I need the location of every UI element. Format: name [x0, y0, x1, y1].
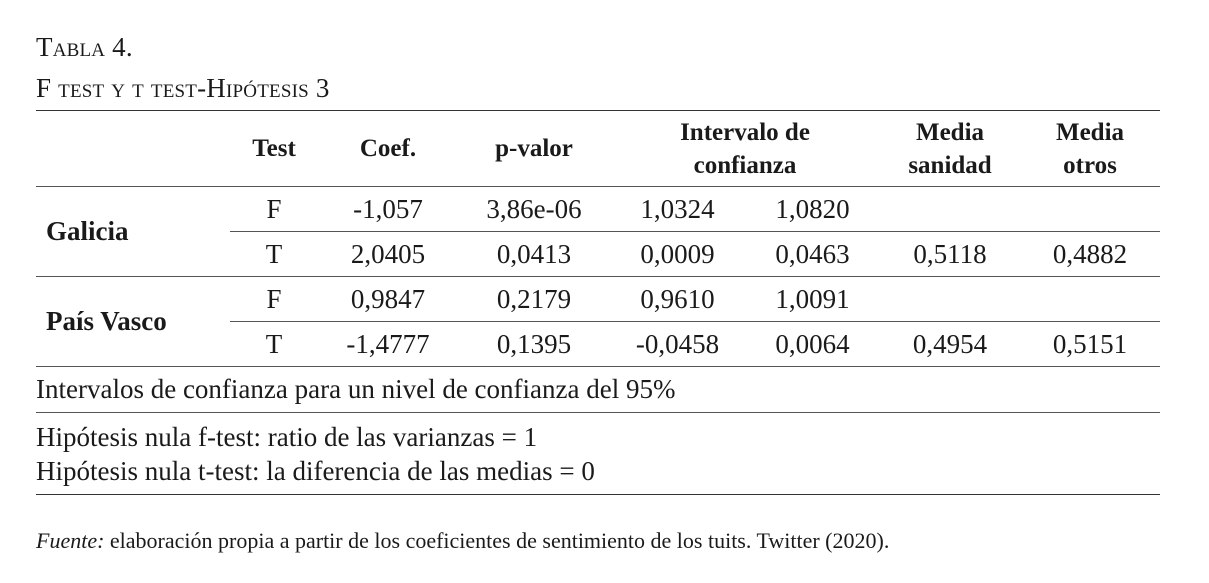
header-media-otros-line1: Media	[1055, 118, 1125, 146]
cell-ci-high: 0,0463	[775, 238, 850, 269]
header-test: Test	[252, 135, 296, 162]
header-empty	[36, 111, 230, 187]
note-confidence: Intervalos de confianza para un nivel de confianza del 95%	[36, 374, 676, 404]
cell-ci-low: 1,0324	[610, 187, 745, 232]
cell-test: F	[230, 277, 318, 322]
cell-ci-high: 0,0064	[775, 328, 850, 359]
cell-coef: 0,9847	[318, 277, 458, 322]
cell-media-sanidad: 0,4954	[912, 328, 988, 359]
cell-test: F	[230, 187, 318, 232]
cell-media-sanidad: 0,5118	[913, 238, 987, 269]
results-table	[36, 110, 1160, 495]
cell-pvalor: 0,1395	[496, 328, 572, 359]
header-media-sanidad-line1: Media	[915, 118, 985, 146]
header-media-otros	[1020, 111, 1160, 187]
cell-test: T	[265, 238, 283, 269]
cell-pvalor: 0,2179	[458, 277, 610, 322]
header-intervalo-line2: confianza	[693, 151, 797, 179]
cell-media-otros	[1020, 277, 1160, 322]
source-note	[36, 527, 889, 555]
note-row	[36, 367, 1160, 413]
header-intervalo-line1: Intervalo de	[680, 118, 810, 146]
header-media-sanidad-line2: sanidad	[908, 151, 992, 179]
cell-ci-high: 1,0091	[745, 277, 880, 322]
cell-coef: 2,0405	[350, 238, 426, 269]
table-row	[36, 187, 1160, 232]
cell-pvalor: 0,0413	[496, 238, 572, 269]
note-hypotheses	[36, 413, 1160, 495]
cell-media-otros	[1020, 187, 1160, 232]
header-row	[36, 111, 1160, 187]
cell-ci-high: 1,0820	[745, 187, 880, 232]
header-media-otros-line2: otros	[1063, 151, 1117, 179]
table-title: F test y t test-Hipótesis 3	[36, 73, 330, 103]
region-label: País Vasco	[36, 277, 230, 367]
cell-media-sanidad	[880, 187, 1020, 232]
cell-coef: -1,4777	[346, 328, 430, 359]
table-number: Tabla 4.	[36, 32, 133, 62]
cell-media-otros: 0,5151	[1052, 328, 1128, 359]
cell-ci-low: -0,0458	[635, 328, 720, 359]
cell-media-otros: 0,4882	[1052, 238, 1128, 269]
cell-coef: -1,057	[318, 187, 458, 232]
source-label: Fuente:	[36, 528, 105, 553]
note-ftest: Hipótesis nula f-test: ratio de las varianzas = 1	[36, 421, 538, 452]
cell-ci-low: 0,9610	[610, 277, 745, 322]
header-intervalo	[610, 111, 880, 187]
cell-media-sanidad	[880, 277, 1020, 322]
cell-pvalor: 3,86e-06	[458, 187, 610, 232]
cell-ci-low: 0,0009	[640, 238, 715, 269]
header-coef: Coef.	[359, 135, 417, 162]
source-text: elaboración propia a partir de los coeficientes de sentimiento de los tuits. Twitter (2020).	[104, 528, 890, 553]
region-label: Galicia	[36, 187, 230, 277]
header-media-sanidad	[880, 111, 1020, 187]
note-ttest: Hipótesis nula t-test: la diferencia de las medias = 0	[36, 455, 595, 486]
cell-test: T	[265, 328, 283, 359]
header-pvalor: p-valor	[495, 135, 573, 162]
note-row	[36, 413, 1160, 495]
table-row	[36, 277, 1160, 322]
